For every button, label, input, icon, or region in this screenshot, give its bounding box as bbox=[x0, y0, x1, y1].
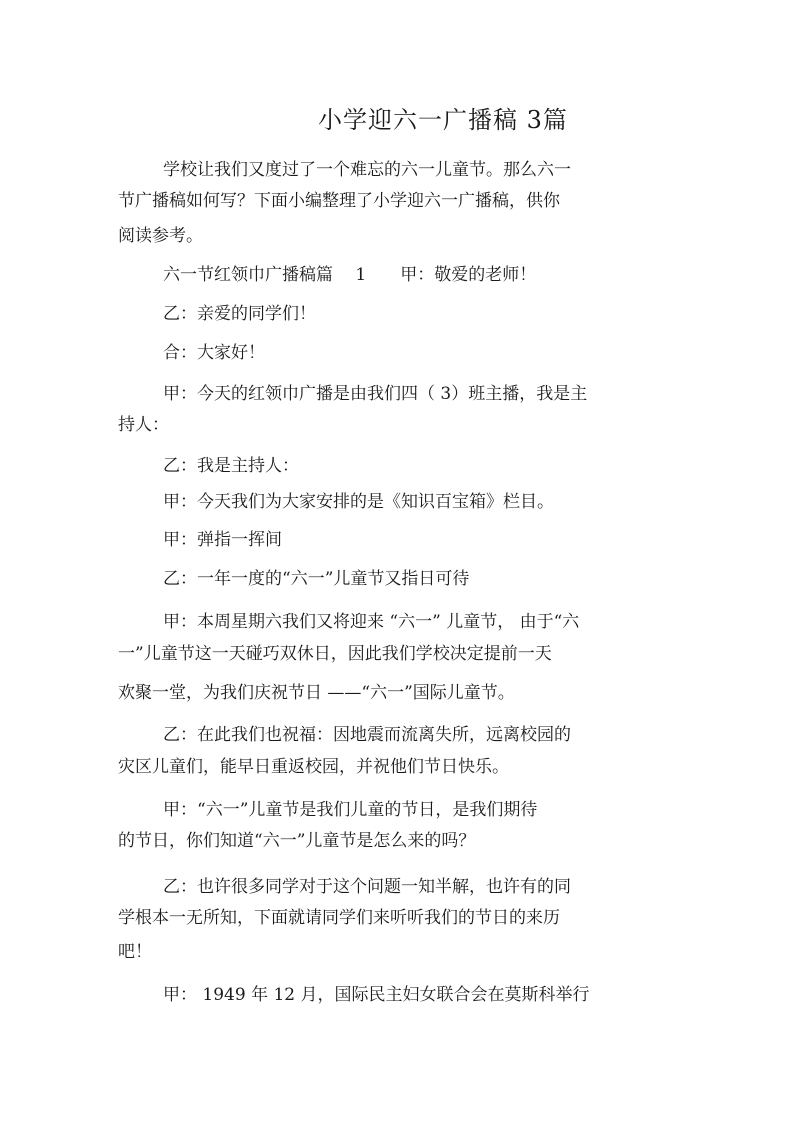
paragraph-line: 乙：在此我们也祝福：因地震而流离失所，远离校园的 bbox=[163, 725, 571, 745]
paragraph-line: 甲：今天的红领巾广播是由我们四（ 3）班主播，我是主 bbox=[163, 384, 588, 404]
paragraph-line: 学校让我们又度过了一个难忘的六一儿童节。那么六一 bbox=[163, 160, 571, 180]
paragraph-line: 甲： 1949 年 12 月，国际民主妇女联合会在莫斯科举行 bbox=[163, 985, 590, 1005]
paragraph-line: 一”儿童节这一天碰巧双休日，因此我们学校决定提前一天 bbox=[118, 644, 552, 664]
paragraph-line: 阅读参考。 bbox=[118, 226, 203, 246]
paragraph-line: 甲：今天我们为大家安排的是《知识百宝箱》栏目。 bbox=[163, 492, 554, 512]
paragraph-line: 乙：也许很多同学对于这个问题一知半解，也许有的同 bbox=[163, 877, 571, 897]
paragraph-line: 甲：弹指一挥间 bbox=[163, 530, 282, 550]
paragraph-line: 欢聚一堂，为我们庆祝节日 ——“六一”国际儿童节。 bbox=[118, 683, 515, 703]
paragraph-line: 学根本一无所知，下面就请同学们来听听我们的节日的来历 bbox=[118, 908, 560, 928]
paragraph-line: 的节日，你们知道“六一”儿童节是怎么来的吗？ bbox=[118, 831, 476, 851]
paragraph-line: 乙：我是主持人： bbox=[163, 456, 299, 476]
paragraph-line: 六一节红领巾广播稿篇 1 甲：敬爱的老师！ bbox=[163, 265, 537, 285]
paragraph-line: 吧！ bbox=[118, 942, 152, 962]
paragraph-line: 甲：“六一”儿童节是我们儿童的节日，是我们期待 bbox=[163, 800, 538, 820]
paragraph-line: 合：大家好！ bbox=[163, 343, 265, 363]
paragraph-line: 乙：一年一度的“六一”儿童节又指日可待 bbox=[163, 569, 470, 589]
paragraph-line: 乙：亲爱的同学们！ bbox=[163, 304, 316, 324]
paragraph-line: 持人： bbox=[118, 415, 169, 435]
paragraph-line: 甲：本周星期六我们又将迎来 “六一” 儿童节， 由于“六 bbox=[163, 612, 580, 632]
paragraph-line: 节广播稿如何写？下面小编整理了小学迎六一广播稿，供你 bbox=[118, 191, 560, 211]
paragraph-line: 灾区儿童们，能早日重返校园，并祝他们节日快乐。 bbox=[118, 757, 509, 777]
document-title: 小学迎六一广播稿 3篇 bbox=[318, 106, 568, 134]
